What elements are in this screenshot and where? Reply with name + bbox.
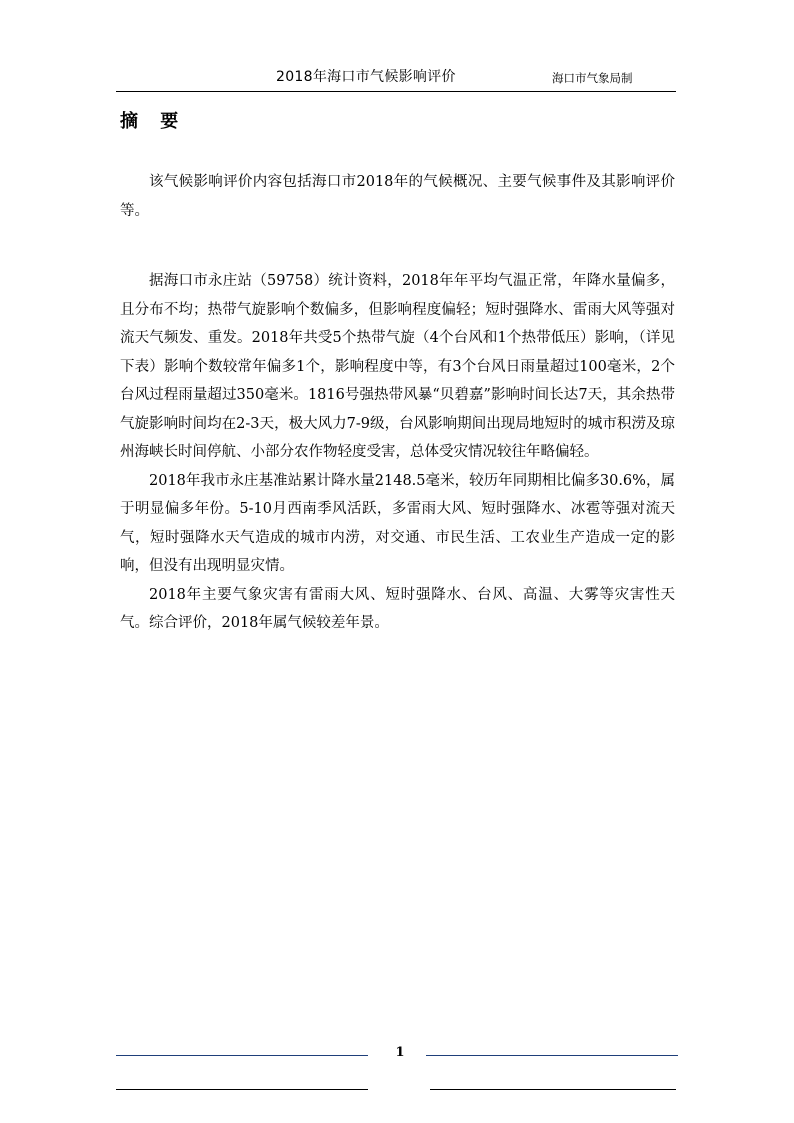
paragraph-tropical-cyclones: 据海口市永庄站（59758）统计资料，2018年年平均气温正常，年降水量偏多，且分布不均；热带气旋影响个数偏多，但影响程度偏轻；短时强降水、雷雨大风等强对流天气频发、重发。2018年共受5个热带气旋（4个台风和1个热带低压）影响，（详见下表）影响个数较常年偏多1个，影响程度中等，有3个台风日雨量超过100毫米，2个台风过程雨量超过350毫米。1816号强热带风暴“贝碧嘉”影响时间长达7天，其余热带气旋影响时间均在2-3天，极大风力7-9级，台风影响期间出现局地短时的城市积涝及琼州海峡长时间停航、小部分农作物轻度受害，总体受灾情况较往年略偏轻。 — [120, 273, 675, 460]
footer-divider-right — [426, 1055, 678, 1056]
paragraph-precipitation: 2018年我市永庄基准站累计降水量2148.5毫米，较历年同期相比偏多30.6%，属于明显偏多年份。5-10月西南季风活跃，多雷雨大风、短时强降水、冰雹等强对流天气，短时强降水天气造成的城市内涝，对交通、市民生活、工农业生产造成一定的影响，但没有出现明显灾情。 — [120, 472, 675, 574]
footer-divider-left — [116, 1055, 368, 1056]
paragraph-intro: 该气候影响评价内容包括海口市2018年的气候概况、主要气候事件及其影响评价等。 — [120, 174, 675, 219]
abstract-body — [120, 168, 675, 638]
header-divider — [116, 91, 676, 92]
header-org: 海口市气象局制 — [552, 71, 633, 85]
header-title: 2018年海口市气候影响评价 — [276, 69, 456, 85]
page-number: 1 — [395, 1045, 405, 1060]
footer-rule-right — [430, 1089, 676, 1090]
paragraph-summary: 2018年主要气象灾害有雷雨大风、短时强降水、台风、高温、大雾等灾害性天气。综合评价，2018年属气候较差年景。 — [120, 586, 675, 631]
section-heading: 摘 要 — [120, 111, 187, 132]
footer-rule-left — [116, 1089, 368, 1090]
